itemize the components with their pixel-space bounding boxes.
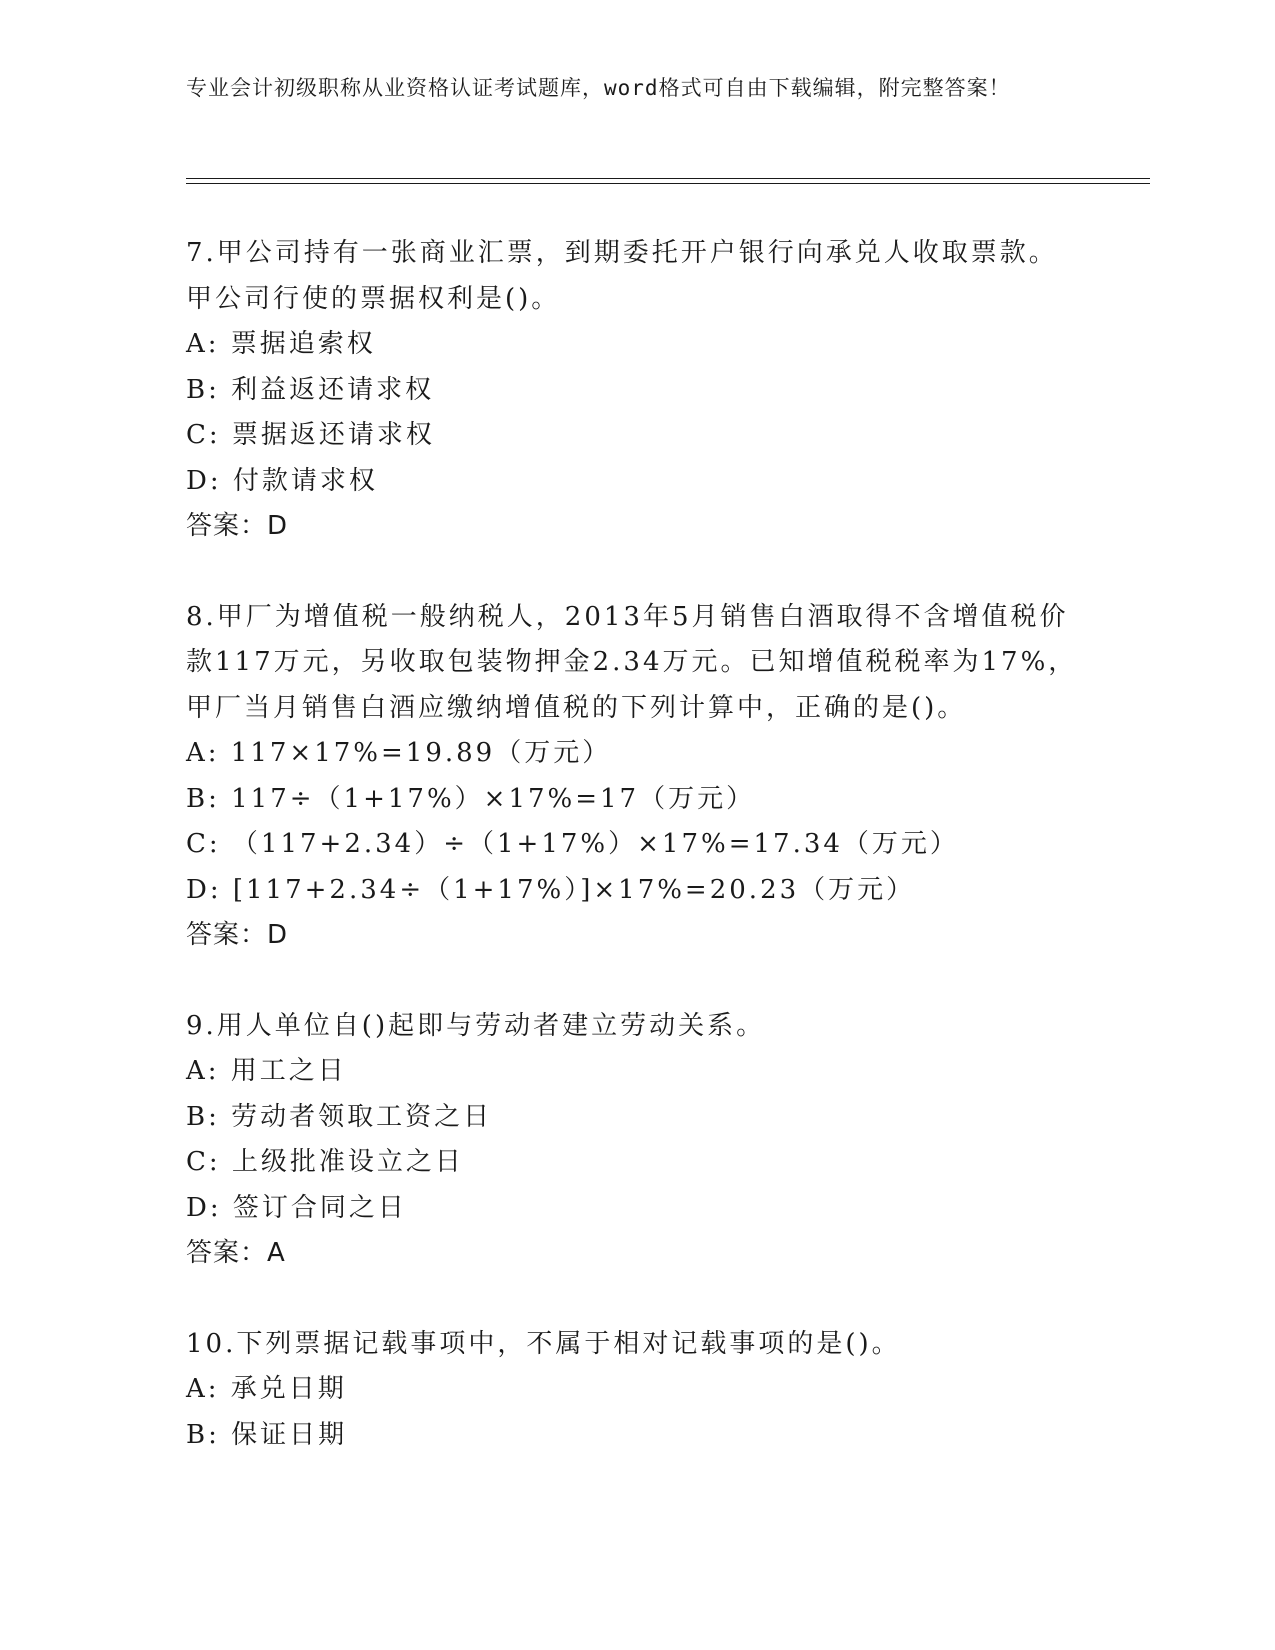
question-stem: 9.用人单位自()起即与劳动者建立劳动关系。 [186, 1010, 766, 1041]
option-c: C: （117+2.34）÷（1+17%）×17%=17.34（万元） [186, 829, 959, 859]
option-a: A: 票据追索权 [186, 329, 376, 359]
header-divider-top [186, 178, 1150, 179]
option-a: A: 用工之日 [186, 1056, 347, 1086]
question-9 [186, 1004, 1116, 1277]
option-d: D: [117+2.34÷（1+17%）]×17%=20.23（万元） [186, 874, 916, 905]
option-b: B: 利益返还请求权 [186, 374, 435, 405]
option-a: A: 承兑日期 [186, 1374, 347, 1404]
document-header: 专业会计初级职称从业资格认证考试题库，word格式可自由下载编辑，附完整答案！ [186, 76, 1011, 100]
answer-label: 答案：D [186, 511, 289, 541]
question-10 [186, 1322, 1116, 1459]
question-stem: 款117万元，另收取包装物押金2.34万元。已知增值税税率为17%， [186, 647, 1078, 677]
option-b: B: 劳动者领取工资之日 [186, 1101, 493, 1132]
question-8 [186, 595, 1116, 959]
question-7 [186, 231, 1116, 550]
question-stem: 7.甲公司持有一张商业汇票，到期委托开户银行向承兑人收取票款。 [186, 238, 1058, 268]
question-stem: 甲公司行使的票据权利是()。 [186, 283, 561, 314]
answer-label: 答案：D [186, 920, 289, 950]
answer-label: 答案：A [186, 1238, 286, 1268]
option-b: B: 保证日期 [186, 1419, 348, 1450]
option-c: C: 上级批准设立之日 [186, 1147, 464, 1177]
question-stem: 甲厂当月销售白酒应缴纳增值税的下列计算中，正确的是()。 [186, 692, 967, 723]
option-d: D: 付款请求权 [186, 465, 378, 496]
option-c: C: 票据返还请求权 [186, 420, 435, 450]
option-b: B: 117÷（1+17%）×17%=17（万元） [186, 783, 756, 814]
option-a: A: 117×17%=19.89（万元） [186, 738, 612, 768]
question-list [186, 231, 1116, 1503]
header-divider-bottom [186, 183, 1150, 184]
question-stem: 8.甲厂为增值税一般纳税人，2013年5月销售白酒取得不含增值税价 [186, 601, 1069, 632]
question-stem: 10.下列票据记载事项中，不属于相对记载事项的是()。 [186, 1328, 901, 1359]
option-d: D: 签订合同之日 [186, 1192, 407, 1223]
